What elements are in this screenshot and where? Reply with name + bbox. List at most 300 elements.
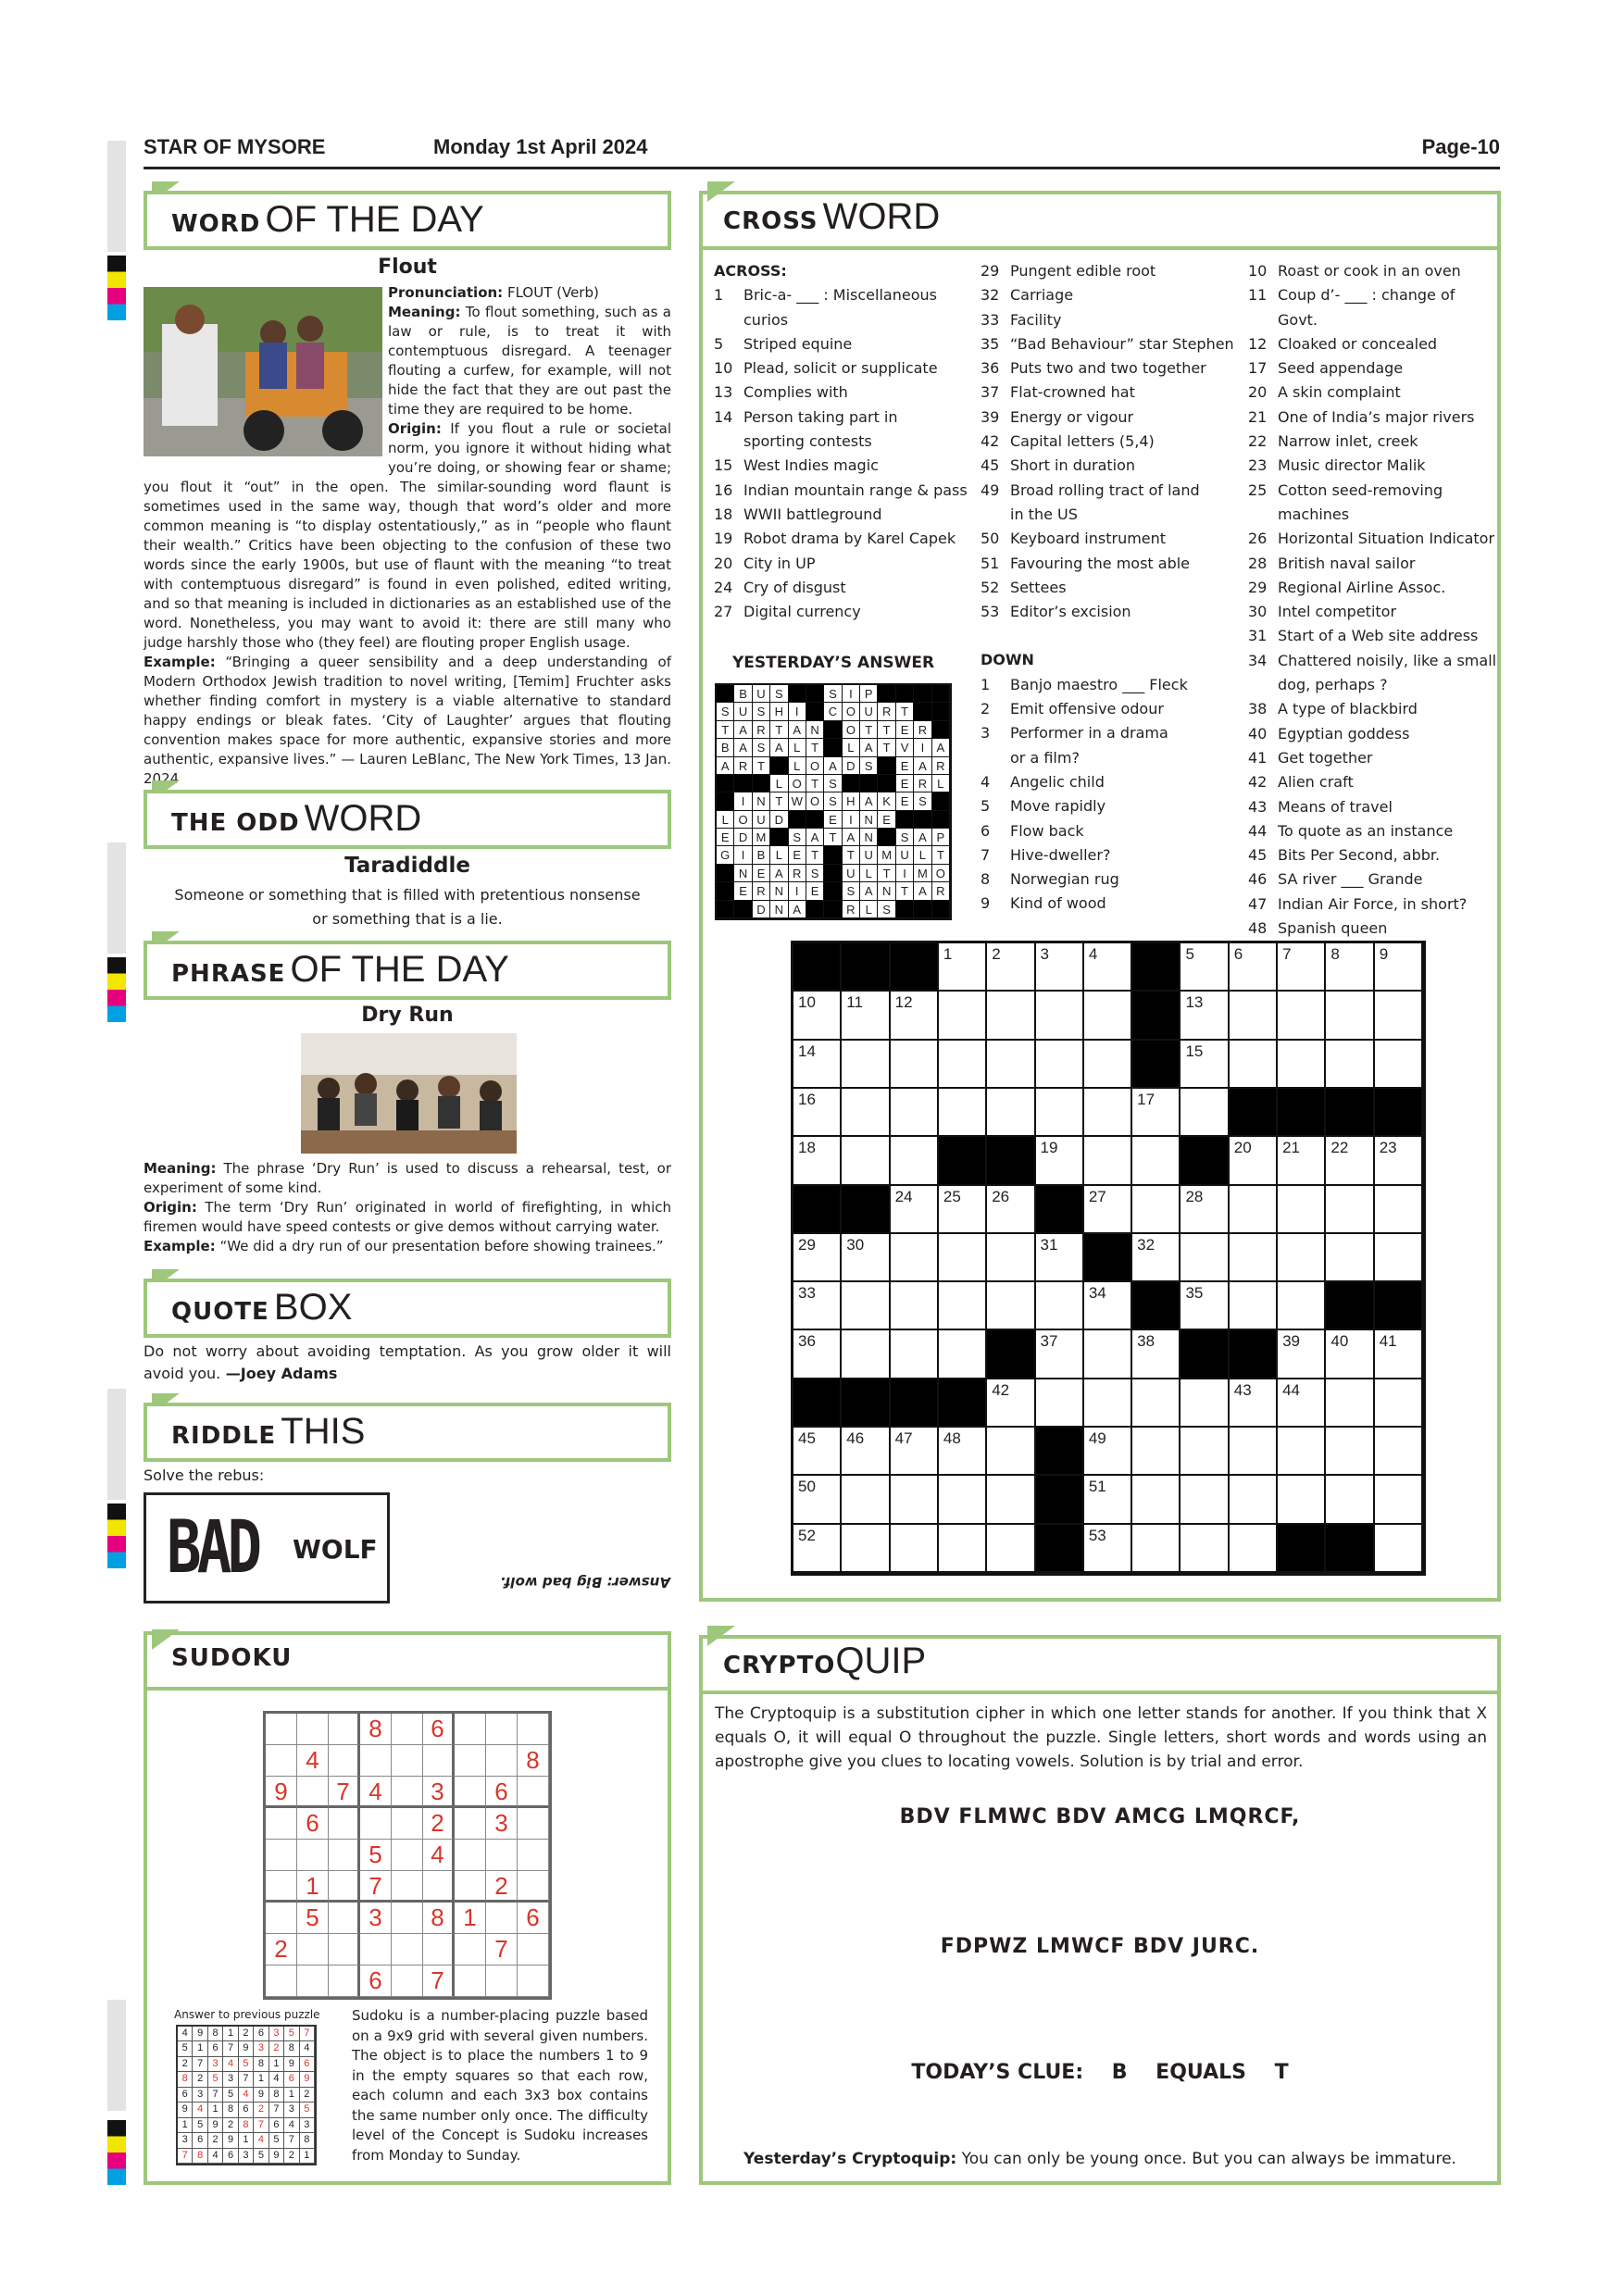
sudoku-empty-cell[interactable]	[297, 1777, 329, 1808]
sudoku-empty-cell[interactable]	[455, 1808, 486, 1840]
prev-answer-cell: 8	[178, 2072, 193, 2087]
prev-answer-cell: 2	[239, 2027, 254, 2041]
crossword-cell[interactable]	[1181, 1041, 1229, 1089]
crossword-cell[interactable]	[891, 1428, 939, 1476]
crossword-black-cell	[987, 1137, 1035, 1185]
prev-answer-cell: 6	[178, 2088, 193, 2103]
crossword-cell[interactable]	[1230, 1428, 1278, 1476]
sudoku-empty-cell[interactable]	[518, 1777, 549, 1808]
sudoku-empty-cell[interactable]	[266, 1840, 297, 1871]
sudoku-empty-cell[interactable]	[518, 1934, 549, 1965]
sudoku-empty-cell[interactable]	[486, 1840, 518, 1871]
odd-word-headword: Taradiddle	[344, 854, 470, 878]
crossword-cell[interactable]	[1181, 1379, 1229, 1428]
crossword-cell[interactable]	[1375, 1330, 1423, 1379]
crossword-cell[interactable]	[1084, 1330, 1132, 1379]
crossword-cell[interactable]	[1132, 1379, 1181, 1428]
crossword-cell[interactable]	[891, 1041, 939, 1089]
clue-number: 29	[1248, 578, 1268, 596]
crossword-cell[interactable]	[1036, 1137, 1084, 1185]
crossword-cell[interactable]	[1084, 1282, 1132, 1330]
crossword-cell[interactable]	[1278, 1379, 1326, 1428]
clue-text: Robot drama by Karel Capek	[743, 530, 956, 548]
crossword-cell[interactable]	[793, 1041, 842, 1089]
crossword-cell[interactable]	[793, 1234, 842, 1282]
crossword-black-cell	[891, 1379, 939, 1428]
answer-black-cell	[914, 703, 931, 720]
crossword-cell[interactable]	[1181, 992, 1229, 1040]
rebus-box	[144, 1492, 390, 1603]
title-large: OF THE DAY	[290, 949, 509, 990]
crossword-black-cell	[1132, 1282, 1181, 1330]
crossword-cell[interactable]	[1278, 1428, 1326, 1476]
answer-letter: L	[932, 775, 950, 792]
cryptoquip-title-rule	[699, 1691, 1501, 1694]
crossword-cell[interactable]	[891, 1525, 939, 1573]
crossword-cell[interactable]	[842, 1137, 890, 1185]
sudoku-empty-cell[interactable]	[329, 1903, 360, 1934]
crossword-black-cell	[1278, 1089, 1326, 1137]
crossword-cell[interactable]	[1181, 1089, 1229, 1137]
clue-text: Cotton seed-removing	[1278, 480, 1443, 499]
crossword-cell[interactable]	[1326, 1041, 1374, 1089]
crossword-cell[interactable]	[1278, 1041, 1326, 1089]
answer-letter: T	[878, 739, 895, 756]
clue-48	[1248, 917, 1498, 941]
cell-number: 14	[798, 1042, 816, 1060]
crossword-cell[interactable]	[1036, 1282, 1084, 1330]
crossword-cell[interactable]	[939, 1041, 987, 1089]
sudoku-empty-cell[interactable]	[329, 1934, 360, 1965]
crossword-cell[interactable]	[1230, 992, 1278, 1040]
crossword-cell[interactable]	[1375, 1525, 1423, 1573]
crossword-cell[interactable]	[891, 1282, 939, 1330]
clue-text: Norwegian rug	[1010, 870, 1119, 889]
crossword-cell[interactable]	[1230, 1137, 1278, 1185]
answer-black-cell	[734, 901, 752, 918]
prev-answer-cell: 4	[193, 2103, 207, 2117]
clue-text: Broad rolling tract of land	[1010, 480, 1200, 499]
quote-author: —Joey Adams	[220, 1365, 338, 1382]
crossword-cell[interactable]	[793, 1476, 842, 1524]
clue-20	[1248, 381, 1498, 405]
crossword-cell[interactable]	[891, 1330, 939, 1379]
clue-30	[1248, 600, 1498, 624]
clue-text: Intel competitor	[1278, 603, 1397, 621]
crossword-cell[interactable]	[1132, 1137, 1181, 1185]
crossword-cell[interactable]	[987, 1282, 1035, 1330]
answer-letter: O	[932, 865, 950, 882]
crossword-cell[interactable]	[1278, 992, 1326, 1040]
crossword-cell[interactable]	[842, 1041, 890, 1089]
crossword-cell[interactable]	[842, 1428, 890, 1476]
clue-number: 52	[981, 578, 1000, 596]
crossword-cell[interactable]	[1375, 1476, 1423, 1524]
crossword-cell[interactable]	[939, 992, 987, 1040]
title-large: QUIP	[835, 1641, 927, 1681]
crossword-cell[interactable]	[1181, 1476, 1229, 1524]
clue-number: 42	[981, 432, 1000, 451]
prev-answer-cell: 5	[239, 2057, 254, 2072]
crossword-cell[interactable]	[1278, 943, 1326, 992]
crossword-cell[interactable]	[1036, 992, 1084, 1040]
crossword-cell[interactable]	[939, 1428, 987, 1476]
crossword-cell[interactable]	[1375, 1234, 1423, 1282]
clue-number: 13	[714, 383, 733, 402]
crossword-cell[interactable]	[1375, 992, 1423, 1040]
prev-answer-cell: 1	[300, 2149, 315, 2164]
crossword-cell[interactable]	[1326, 1379, 1374, 1428]
crossword-cell[interactable]	[891, 1476, 939, 1524]
cell-number: 29	[798, 1235, 816, 1254]
crossword-cell[interactable]	[1326, 992, 1374, 1040]
answer-letter: R	[843, 901, 860, 918]
sudoku-empty-cell[interactable]	[329, 1745, 360, 1777]
crossword-cell[interactable]	[1036, 1330, 1084, 1379]
crossword-cell[interactable]	[1326, 1234, 1374, 1282]
crossword-cell[interactable]	[939, 1282, 987, 1330]
clue-28	[1248, 552, 1498, 576]
crossword-cell[interactable]	[1132, 1234, 1181, 1282]
crossword-cell[interactable]	[1375, 1186, 1423, 1234]
crossword-cell[interactable]	[1278, 1282, 1326, 1330]
crossword-cell[interactable]	[891, 992, 939, 1040]
sudoku-empty-cell[interactable]	[455, 1840, 486, 1871]
crossword-cell[interactable]	[1278, 1476, 1326, 1524]
clue-43	[1248, 795, 1498, 819]
crossword-cell[interactable]	[987, 1186, 1035, 1234]
sudoku-empty-cell[interactable]	[297, 1840, 329, 1871]
sudoku-empty-cell[interactable]	[297, 1965, 329, 1997]
clue-number: 9	[981, 894, 991, 913]
crossword-black-cell	[842, 943, 890, 992]
answer-letter: B	[753, 846, 770, 864]
crossword-cell[interactable]	[1132, 1089, 1181, 1137]
crossword-cell[interactable]	[987, 1041, 1035, 1089]
clue-number: 21	[1248, 407, 1268, 426]
crossword-cell[interactable]	[987, 1234, 1035, 1282]
clue-number: 2	[981, 700, 991, 718]
clue-20	[714, 552, 982, 576]
crossword-cell[interactable]	[1326, 1428, 1374, 1476]
sudoku-empty-cell[interactable]	[518, 1808, 549, 1840]
crossword-cell[interactable]	[1326, 1137, 1374, 1185]
sudoku-empty-cell[interactable]	[297, 1714, 329, 1745]
crossword-cell[interactable]	[939, 1525, 987, 1573]
odd-word-def-2: or something that is a lie.	[312, 910, 503, 928]
sudoku-empty-cell[interactable]	[518, 1965, 549, 1997]
sudoku-empty-cell[interactable]	[392, 1934, 423, 1965]
answer-black-cell	[717, 865, 734, 882]
sudoku-empty-cell[interactable]	[266, 1871, 297, 1903]
sudoku-empty-cell[interactable]	[392, 1871, 423, 1903]
crossword-cell[interactable]	[1326, 1330, 1374, 1379]
sudoku-empty-cell[interactable]	[455, 1965, 486, 1997]
sudoku-empty-cell[interactable]	[360, 1934, 392, 1965]
clue-text: Horizontal Situation Indicator	[1278, 530, 1495, 548]
prev-answer-cell: 6	[239, 2103, 254, 2117]
clue-38	[1248, 697, 1498, 721]
crossword-cell[interactable]	[1230, 1186, 1278, 1234]
crossword-cell[interactable]	[891, 1089, 939, 1137]
crossword-cell[interactable]	[1278, 1330, 1326, 1379]
answer-black-cell	[770, 829, 788, 846]
crossword-cell[interactable]	[1084, 1379, 1132, 1428]
sudoku-given: 5	[360, 1840, 392, 1871]
across-clues-col1	[714, 259, 982, 624]
crossword-cell[interactable]	[793, 1330, 842, 1379]
crossword-cell[interactable]	[987, 992, 1035, 1040]
answer-letter: L	[789, 739, 806, 756]
crossword-cell[interactable]	[1084, 1089, 1132, 1137]
crossword-cell[interactable]	[1230, 1525, 1278, 1573]
prev-answer-cell: 5	[254, 2149, 269, 2164]
crossword-cell[interactable]	[987, 943, 1035, 992]
crossword-cell[interactable]	[842, 1234, 890, 1282]
crossword-cell[interactable]	[842, 992, 890, 1040]
crossword-cell[interactable]	[1230, 1282, 1278, 1330]
prev-answer-cell: 2	[284, 2149, 299, 2164]
sudoku-empty-cell[interactable]	[360, 1745, 392, 1777]
clue-cont	[714, 308, 982, 332]
sudoku-given: 8	[423, 1903, 455, 1934]
crossword-cell[interactable]	[793, 992, 842, 1040]
crossword-cell[interactable]	[793, 1428, 842, 1476]
crossword-cell[interactable]	[891, 1234, 939, 1282]
crossword-cell[interactable]	[793, 1089, 842, 1137]
clue-text: Favouring the most able	[1010, 554, 1191, 572]
crossword-cell[interactable]	[1036, 1379, 1084, 1428]
sudoku-empty-cell[interactable]	[360, 1808, 392, 1840]
sudoku-empty-cell[interactable]	[455, 1714, 486, 1745]
answer-letter: O	[806, 757, 824, 775]
clue-27	[714, 600, 982, 624]
answer-letter: A	[914, 757, 931, 775]
clue-53	[981, 600, 1249, 624]
sudoku-empty-cell[interactable]	[392, 1840, 423, 1871]
crossword-cell[interactable]	[891, 1137, 939, 1185]
answer-letter: R	[753, 882, 770, 900]
sudoku-empty-cell[interactable]	[266, 1965, 297, 1997]
crossword-cell[interactable]	[1230, 1379, 1278, 1428]
sudoku-empty-cell[interactable]	[486, 1903, 518, 1934]
answer-black-cell	[824, 865, 842, 882]
sudoku-empty-cell[interactable]	[329, 1714, 360, 1745]
crossword-cell[interactable]	[987, 1525, 1035, 1573]
crossword-cell[interactable]	[939, 1089, 987, 1137]
crossword-cell[interactable]	[1375, 1428, 1423, 1476]
crossword-cell[interactable]	[1375, 943, 1423, 992]
prev-answer-cell: 1	[193, 2041, 207, 2056]
crossword-cell[interactable]	[1278, 1234, 1326, 1282]
crossword-cell[interactable]	[987, 1379, 1035, 1428]
sudoku-empty-cell[interactable]	[486, 1965, 518, 1997]
sudoku-empty-cell[interactable]	[266, 1745, 297, 1777]
crossword-cell[interactable]	[1181, 1525, 1229, 1573]
crossword-cell[interactable]	[1181, 1282, 1229, 1330]
crossword-cell[interactable]	[939, 1234, 987, 1282]
crossword-cell[interactable]	[842, 1476, 890, 1524]
sudoku-empty-cell[interactable]	[455, 1777, 486, 1808]
clue-text: machines	[1278, 505, 1350, 523]
answer-letter: N	[860, 829, 878, 846]
sudoku-empty-cell[interactable]	[392, 1745, 423, 1777]
phrase-headword: Dry Run	[361, 1004, 454, 1027]
answer-letter: I	[843, 811, 860, 829]
sudoku-grid	[263, 1711, 552, 2000]
sudoku-empty-cell[interactable]	[266, 1714, 297, 1745]
answer-black-cell	[806, 685, 824, 703]
sudoku-empty-cell[interactable]	[392, 1965, 423, 1997]
crossword-cell[interactable]	[1132, 1428, 1181, 1476]
sudoku-empty-cell[interactable]	[518, 1714, 549, 1745]
crossword-cell[interactable]	[939, 1186, 987, 1234]
crossword-cell[interactable]	[842, 1330, 890, 1379]
sudoku-empty-cell[interactable]	[423, 1871, 455, 1903]
crossword-cell[interactable]	[1230, 1234, 1278, 1282]
answer-letter: N	[806, 721, 824, 739]
crossword-cell[interactable]	[793, 1282, 842, 1330]
riddle-prompt: Solve the rebus:	[144, 1466, 265, 1484]
crossword-cell[interactable]	[793, 1137, 842, 1185]
clue-number: 49	[981, 480, 1000, 499]
cell-number: 49	[1088, 1429, 1106, 1448]
sudoku-empty-cell[interactable]	[329, 1840, 360, 1871]
crossword-cell[interactable]	[842, 1089, 890, 1137]
sudoku-empty-cell[interactable]	[455, 1934, 486, 1965]
clue-text: To quote as an instance	[1278, 821, 1454, 840]
crossword-cell[interactable]	[1036, 1089, 1084, 1137]
sudoku-empty-cell[interactable]	[392, 1714, 423, 1745]
crossword-cell[interactable]	[1132, 1330, 1181, 1379]
sudoku-empty-cell[interactable]	[266, 1903, 297, 1934]
crossword-cell[interactable]	[1084, 1186, 1132, 1234]
crossword-cell[interactable]	[1278, 1137, 1326, 1185]
crossword-cell[interactable]	[1375, 1379, 1423, 1428]
cell-number: 21	[1282, 1139, 1300, 1157]
answer-black-cell	[896, 685, 914, 703]
sudoku-empty-cell[interactable]	[486, 1745, 518, 1777]
clue-text: Egyptian goddess	[1278, 724, 1410, 742]
cell-number: 53	[1088, 1526, 1106, 1544]
answer-letter: E	[717, 829, 734, 846]
sudoku-empty-cell[interactable]	[392, 1777, 423, 1808]
crossword-cell[interactable]	[1375, 1137, 1423, 1185]
crossword-cell[interactable]	[987, 1476, 1035, 1524]
crossword-cell[interactable]	[1036, 1234, 1084, 1282]
yesterday-answer-grid	[715, 683, 952, 920]
crossword-cell[interactable]	[1084, 1041, 1132, 1089]
crossword-cell[interactable]	[842, 1525, 890, 1573]
cell-number: 28	[1185, 1187, 1204, 1205]
sudoku-empty-cell[interactable]	[423, 1934, 455, 1965]
crossword-cell[interactable]	[1230, 943, 1278, 992]
answer-letter: L	[770, 846, 788, 864]
sudoku-empty-cell[interactable]	[518, 1840, 549, 1871]
cell-number: 27	[1088, 1187, 1106, 1205]
prev-answer-cell: 1	[223, 2027, 238, 2041]
sudoku-empty-cell[interactable]	[423, 1745, 455, 1777]
sudoku-given: 8	[518, 1745, 549, 1777]
clue-42	[1248, 770, 1498, 794]
crossword-cell[interactable]	[1084, 1428, 1132, 1476]
crossword-cell[interactable]	[1181, 943, 1229, 992]
answer-letter: S	[878, 901, 895, 918]
rebus-big: BAD	[167, 1506, 258, 1590]
sudoku-empty-cell[interactable]	[329, 1965, 360, 1997]
answer-letter: S	[860, 757, 878, 775]
clue-45	[1248, 843, 1498, 867]
sudoku-empty-cell[interactable]	[297, 1934, 329, 1965]
answer-black-cell	[770, 757, 788, 775]
crossword-cell[interactable]	[939, 1330, 987, 1379]
sudoku-empty-cell[interactable]	[266, 1808, 297, 1840]
answer-letter: E	[753, 865, 770, 882]
crossword-cell[interactable]	[891, 1186, 939, 1234]
sudoku-empty-cell[interactable]	[518, 1871, 549, 1903]
cell-number: 11	[846, 993, 863, 1012]
crossword-cell[interactable]	[1084, 992, 1132, 1040]
clue-text: Striped equine	[743, 334, 853, 353]
crossword-cell[interactable]	[1230, 1041, 1278, 1089]
crossword-cell[interactable]	[1326, 1476, 1374, 1524]
clue-number: 10	[714, 359, 733, 378]
crossword-cell[interactable]	[1181, 1234, 1229, 1282]
crossword-cell[interactable]	[939, 943, 987, 992]
crossword-cell[interactable]	[1036, 1041, 1084, 1089]
crossword-cell[interactable]	[1230, 1476, 1278, 1524]
sudoku-empty-cell[interactable]	[392, 1903, 423, 1934]
crossword-cell[interactable]	[1181, 1186, 1229, 1234]
crossword-cell[interactable]	[939, 1476, 987, 1524]
sudoku-empty-cell[interactable]	[392, 1808, 423, 1840]
crossword-cell[interactable]	[987, 1089, 1035, 1137]
crossword-cell[interactable]	[1326, 1186, 1374, 1234]
title-small: QUOTE	[171, 1298, 269, 1326]
sudoku-empty-cell[interactable]	[486, 1714, 518, 1745]
clue-text: dog, perhaps ?	[1278, 676, 1388, 694]
sudoku-empty-cell[interactable]	[329, 1808, 360, 1840]
crossword-cell[interactable]	[1375, 1041, 1423, 1089]
crossword-cell[interactable]	[1278, 1186, 1326, 1234]
answer-letter: O	[806, 792, 824, 810]
crossword-cell[interactable]	[1181, 1428, 1229, 1476]
crossword-cell[interactable]	[1084, 1525, 1132, 1573]
example: “Bringing a queer sensibility and a deep understanding of Modern Orthodox Jewish tradition to novel writing, [Temim] Fruchter asks whether finding comfort in mystery is a viable alternative to standard happy endings or bleak fates. ‘City of Laughter’ argues that flouting convention makes space for more authentic, expansive stories and more authentic, expansive lives.” — Lauren LeBlanc, The New York Times, 13 Jan. 2024	[144, 654, 671, 787]
crossword-cell[interactable]	[1132, 1476, 1181, 1524]
answer-black-cell	[878, 829, 895, 846]
sudoku-empty-cell[interactable]	[455, 1871, 486, 1903]
answer-letter: C	[824, 703, 842, 720]
crossword-cell[interactable]	[1084, 1137, 1132, 1185]
crossword-cell[interactable]	[1036, 943, 1084, 992]
crossword-cell[interactable]	[1132, 1186, 1181, 1234]
crossword-cell[interactable]	[987, 1428, 1035, 1476]
crossword-cell[interactable]	[1132, 1525, 1181, 1573]
crossword-cell[interactable]	[1084, 1476, 1132, 1524]
sudoku-empty-cell[interactable]	[455, 1745, 486, 1777]
across-clues-col2	[981, 259, 1249, 917]
crossword-cell[interactable]	[842, 1282, 890, 1330]
clue-5	[714, 332, 982, 356]
sudoku-empty-cell[interactable]	[329, 1871, 360, 1903]
answer-letter: S	[896, 829, 914, 846]
down-clues-col3	[1248, 259, 1498, 941]
prev-answer-cell: 9	[284, 2057, 299, 2072]
crossword-cell[interactable]	[1084, 943, 1132, 992]
crossword-cell[interactable]	[793, 1525, 842, 1573]
crossword-cell[interactable]	[1326, 943, 1374, 992]
